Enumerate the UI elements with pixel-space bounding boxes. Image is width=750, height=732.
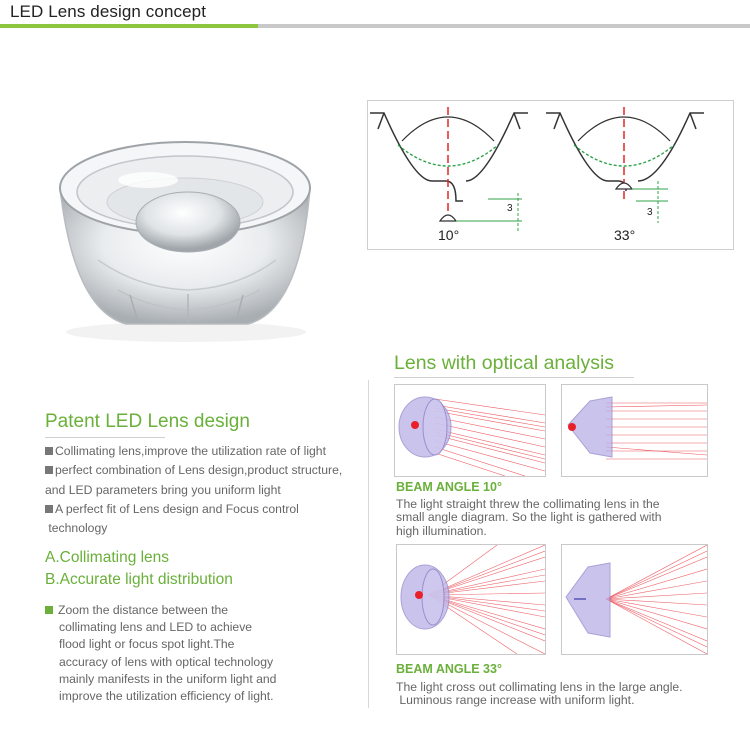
- beam-33-title: BEAM ANGLE 33°: [396, 662, 502, 676]
- square-bullet-icon: [45, 466, 53, 474]
- square-bullet-icon: [45, 447, 53, 455]
- green-square-bullet-icon: [45, 606, 53, 614]
- header-divider-bar: [258, 24, 750, 28]
- patent-bullet-list: [45, 442, 370, 538]
- beam-10-title: BEAM ANGLE 10°: [396, 480, 502, 494]
- list-item-continuation: and LED parameters bring you uniform light: [45, 482, 281, 497]
- list-item-continuation: technology: [45, 521, 108, 536]
- column-divider: [368, 380, 369, 708]
- ray-trace-33-angled: [396, 544, 546, 655]
- ray-trace-10-angled: [394, 384, 546, 477]
- analysis-title: Lens with optical analysis: [394, 352, 615, 374]
- ray-trace-10-side: [561, 384, 708, 477]
- beam-10-description: The light straight threw the collimating lens in the small angle diagram. So the light is gathered with high illumination.: [396, 497, 662, 538]
- header-accent-bar: [0, 24, 258, 28]
- beam-10-label: 10°: [438, 227, 460, 243]
- ray-trace-33-side: [561, 544, 708, 655]
- lens-cross-section-diagram: [367, 100, 734, 250]
- cross-section-drawing: [368, 101, 733, 249]
- zoom-description: Zoom the distance between the collimating lens and LED to achieve flood light or focus spot light.The accuracy of lens with optical technology mainly manifests in the uniform light and improve the utilization efficiency of light.: [45, 602, 305, 705]
- analysis-title-underline: [394, 377, 634, 378]
- beam-33-label: 33°: [614, 227, 636, 243]
- list-item: perfect combination of Lens design,product structure,: [45, 461, 370, 480]
- offset-mark-right: 3: [647, 207, 653, 218]
- page-title: LED Lens design concept: [10, 2, 207, 21]
- patent-title-underline: [45, 437, 165, 438]
- square-bullet-icon: [45, 505, 53, 513]
- beam-33-description: The light cross out collimating lens in the large angle. Luminous range increase with uniform light.: [396, 680, 683, 708]
- list-item: A perfect fit of Lens design and Focus control: [45, 500, 370, 519]
- lens-product-image: [38, 110, 328, 350]
- patent-title: Patent LED Lens design: [45, 411, 250, 432]
- list-item: Collimating lens,improve the utilization rate of light: [45, 442, 370, 461]
- feature-a-heading: A.Collimating lens: [45, 549, 170, 566]
- offset-mark-left: 3: [507, 203, 513, 214]
- feature-b-heading: B.Accurate light distribution: [45, 571, 233, 588]
